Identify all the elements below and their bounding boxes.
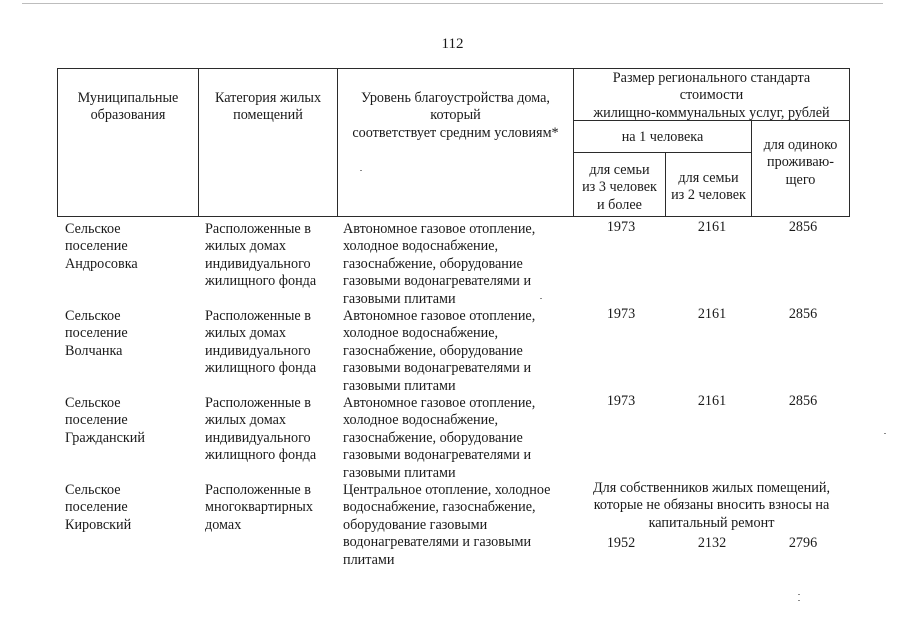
row-level: Центральное отопление, холодное водоснабжение, газоснабжение, оборудование газовыми водонагревателями и газовыми плитами — [343, 482, 551, 568]
row-family2-value: 2161 — [697, 306, 727, 322]
row-level: Автономное газовое отопление, холодное водоснабжение, газоснабжение, оборудование газовыми водонагревателями и газовыми плитами — [343, 221, 536, 307]
scan-edge-line — [22, 3, 883, 4]
row-level: Автономное газовое отопление, холодное водоснабжение, газоснабжение, оборудование газовыми водонагревателями и газовыми плитами — [343, 308, 536, 394]
row-family2-value: 2132 — [697, 535, 727, 551]
row-family3-value: 1973 — [606, 219, 636, 235]
row-category: Расположенные в жилых домах индивидуального жилищного фонда — [205, 308, 317, 377]
scan-speck — [360, 170, 362, 171]
row-municipality: Сельское поселение Андросовка — [65, 221, 138, 272]
header-family2: для семьи из 2 человек — [671, 170, 746, 204]
header-municipality: Муниципальные образования — [77, 90, 179, 124]
row-municipality: Сельское поселение Кировский — [65, 482, 132, 533]
row-municipality: Сельское поселение Гражданский — [65, 395, 145, 446]
row-single-value: 2796 — [788, 535, 818, 551]
row-note: Для собственников жилых помещений, которые не обязаны вносить взносы на капитальный ремонт — [592, 480, 831, 531]
row-municipality: Сельское поселение Волчанка — [65, 308, 128, 359]
header-standard: Размер регионального стандарта стоимости жилищно-коммунальных услуг, рублей — [593, 70, 830, 121]
scan-speck — [884, 433, 886, 434]
row-family3-value: 1973 — [606, 306, 636, 322]
row-category: Расположенные в жилых домах индивидуального жилищного фонда — [205, 221, 317, 290]
scan-speck — [798, 600, 800, 601]
row-family2-value: 2161 — [697, 393, 727, 409]
header-per-person: на 1 человека — [621, 129, 704, 145]
row-category: Расположенные в жилых домах индивидуального жилищного фонда — [205, 395, 317, 464]
scan-speck — [540, 298, 542, 299]
row-single-value: 2856 — [788, 306, 818, 322]
row-family3-value: 1973 — [606, 393, 636, 409]
row-single-value: 2856 — [788, 393, 818, 409]
header-family3: для семьи из 3 человек и более — [582, 162, 657, 213]
row-family2-value: 2161 — [697, 219, 727, 235]
header-single: для одиноко проживаю- щего — [763, 137, 838, 188]
row-category: Расположенные в многоквартирных домах — [205, 482, 313, 533]
row-level: Автономное газовое отопление, холодное водоснабжение, газоснабжение, оборудование газовыми водонагревателями и газовыми плитами — [343, 395, 536, 481]
scan-speck — [798, 594, 800, 595]
row-family3-value: 1952 — [606, 535, 636, 551]
header-category: Категория жилых помещений — [214, 90, 322, 124]
page-number: 112 — [441, 36, 464, 52]
row-single-value: 2856 — [788, 219, 818, 235]
header-level: Уровень благоустройства дома, который соответствует средним условиям* — [352, 90, 559, 141]
